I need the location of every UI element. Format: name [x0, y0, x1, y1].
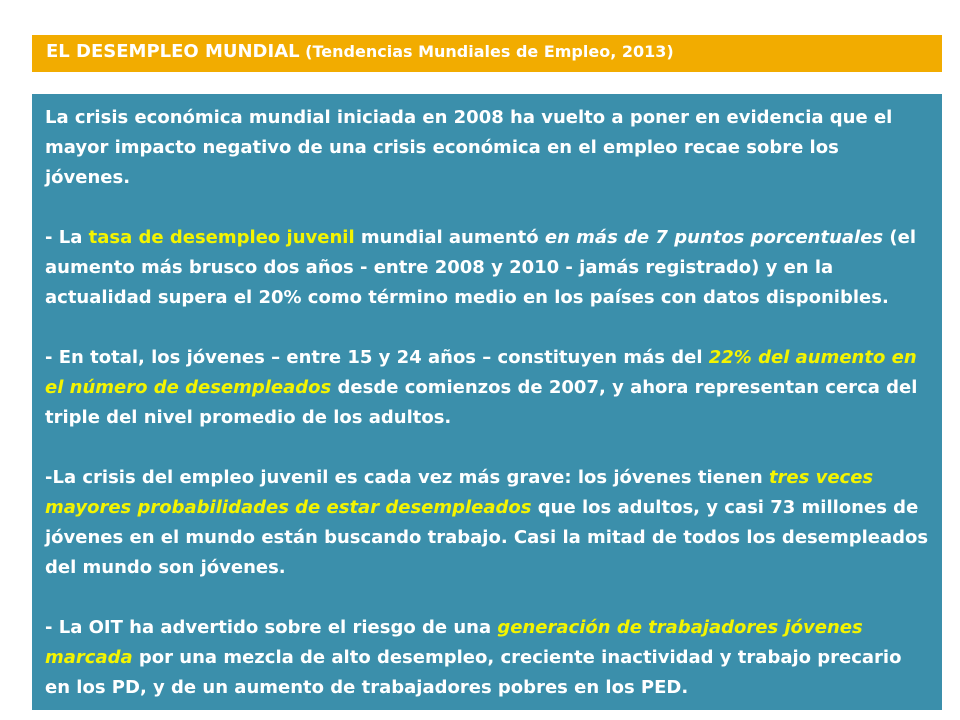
- title-subtitle: (Tendencias Mundiales de Empleo, 2013): [299, 42, 674, 61]
- p2-text-e: (el aumento más brusco dos años - entre 2008 y 2010 - jamás registrado) y en la actualidad supera el 20% como término medio en los países con datos disponibles.: [45, 227, 917, 308]
- p3-highlight: 22% del aumento en el número de desempleados: [45, 347, 917, 398]
- p2-italic: en más de 7 puntos porcentuales: [544, 227, 884, 248]
- title-bar: [32, 35, 942, 72]
- p2-text-c: mundial aumentó: [354, 227, 545, 248]
- paragraph-youth-share: [45, 343, 930, 433]
- paragraph-crisis-severity: [45, 463, 930, 583]
- p2-text-a: - La: [45, 227, 89, 248]
- p5-highlight: generación de trabajadores jóvenes marcada: [45, 617, 863, 668]
- paragraph-spacer: [45, 583, 930, 613]
- p5-text-a: - La OIT ha advertido sobre el riesgo de una: [45, 617, 498, 638]
- p4-text-a: -La crisis del empleo juvenil es cada vez más grave: los jóvenes tienen: [45, 467, 769, 488]
- title-main: EL DESEMPLEO MUNDIAL: [46, 41, 300, 62]
- p5-text-c: por una mezcla de alto desempleo, creciente inactividad y trabajo precario en los PD, y de un aumento de trabajadores pobres en los PED.: [45, 647, 902, 698]
- paragraph-spacer: [45, 193, 930, 223]
- p4-highlight: tres veces mayores probabilidades de estar desempleados: [45, 467, 874, 518]
- paragraph-intro: [45, 103, 930, 193]
- paragraph-youth-unemployment-rate: [45, 223, 930, 313]
- p4-text-c: que los adultos, y casi 73 millones de jóvenes en el mundo están buscando trabajo. Casi la mitad de todos los desempleados del mundo son jóvenes.: [45, 497, 929, 578]
- paragraph-oit-warning: [45, 613, 930, 703]
- paragraph-intro-text: La crisis económica mundial iniciada en 2008 ha vuelto a poner en evidencia que el mayor impacto negativo de una crisis económica en el empleo recae sobre los jóvenes.: [45, 107, 893, 188]
- p2-highlight: tasa de desempleo juvenil: [88, 227, 355, 248]
- paragraph-spacer: [45, 433, 930, 463]
- content-panel: [32, 94, 942, 710]
- p3-text-a: - En total, los jóvenes – entre 15 y 24 años – constituyen más del: [45, 347, 709, 368]
- p3-text-c: desde comienzos de 2007, y ahora representan cerca del triple del nivel promedio de los adultos.: [45, 377, 918, 428]
- paragraph-spacer: [45, 313, 930, 343]
